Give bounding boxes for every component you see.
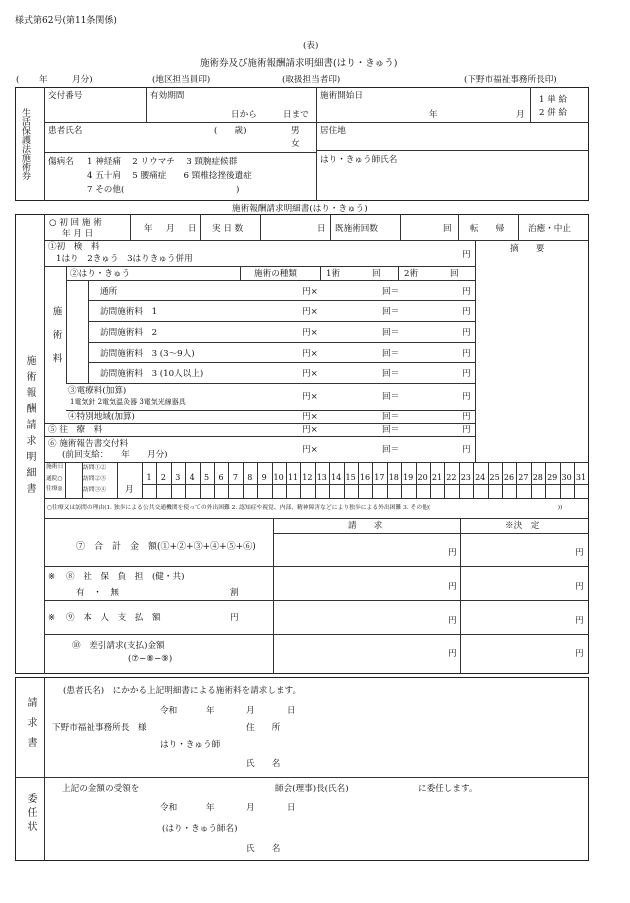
electro-fee-options: 1電気針 2電気温灸器 3電気光線器具 bbox=[70, 398, 186, 406]
validity-label: 有効期間 bbox=[150, 91, 185, 101]
social-insurance-mark: ※ bbox=[48, 572, 56, 582]
calendar-day-1: 1 bbox=[146, 473, 152, 482]
calendar-divider bbox=[473, 462, 474, 498]
request-practitioner: はり・きゅう師 bbox=[160, 740, 221, 750]
period-year: 年 bbox=[39, 75, 48, 85]
calendar-divider bbox=[171, 462, 172, 498]
self-pay-label: ⑨ 本 人 支 払 額 bbox=[66, 613, 161, 623]
detail-section-title: 施術報酬請求明細書(はり・きゅう) bbox=[232, 204, 368, 214]
visit-row-0-label: 通所 bbox=[100, 287, 118, 297]
calendar-day-27: 27 bbox=[518, 473, 529, 482]
calendar-divider bbox=[574, 462, 575, 498]
delegation-day: 日 bbox=[287, 803, 296, 813]
delegation-era: 令和 bbox=[160, 803, 178, 813]
calendar-day-20: 20 bbox=[417, 473, 428, 482]
self-pay-mark: ※ bbox=[48, 613, 56, 623]
hari-kyu-label: ②はり・きゅう bbox=[70, 269, 131, 279]
visit-row-1-yen: 円 bbox=[462, 307, 471, 317]
visit-row-2-yen: 円 bbox=[462, 328, 471, 338]
calendar-divider bbox=[372, 462, 373, 498]
disease-label: 傷病名 bbox=[48, 157, 74, 167]
detail-side-label: 施術報酬請求明細書 bbox=[24, 355, 35, 499]
visit-row-4-yen: 円 bbox=[462, 369, 471, 379]
request-era: 令和 bbox=[160, 706, 178, 716]
first-visit-ymd: 年 月 日 bbox=[62, 229, 94, 239]
delegation-statement: 上記の金額の受領を bbox=[62, 784, 140, 794]
calendar-date-label: 施術日 bbox=[46, 464, 64, 470]
report-fee-yen: 円 bbox=[462, 445, 471, 455]
calendar-divider bbox=[444, 462, 445, 498]
treatment-type-label: 施術の種類 bbox=[254, 269, 297, 279]
social-insurance-yn: 有 ・ 無 bbox=[76, 588, 119, 598]
report-fee-prev: (前回支給： 年 月分) bbox=[62, 450, 168, 460]
first-visit-year: 年 bbox=[144, 224, 153, 234]
request-side-label: 請求書 bbox=[25, 697, 36, 757]
calendar-day-4: 4 bbox=[189, 473, 195, 482]
delegation-year: 年 bbox=[206, 803, 215, 813]
calendar-visit-23: 訪問②③ bbox=[83, 476, 107, 482]
calendar-divider bbox=[387, 462, 388, 498]
social-insurance-label: ⑧ 社 保 負 担 (健・共) bbox=[66, 572, 185, 582]
calendar-day-5: 5 bbox=[204, 473, 210, 482]
calendar-day-31: 31 bbox=[575, 473, 587, 482]
calendar-legend-housecall: 往療◎ bbox=[46, 486, 63, 492]
total-amount-label: ⑦ 合 計 金 額(①+②+③+④+⑤+⑥) bbox=[76, 542, 256, 552]
calendar-divider bbox=[200, 462, 201, 498]
delegation-side-label: 委任状 bbox=[25, 793, 36, 835]
house-call-yen: 円 bbox=[462, 425, 471, 435]
calendar-divider bbox=[329, 462, 330, 498]
first-visit-label: ○ 初 回 施 術 bbox=[49, 218, 102, 228]
visit-row-2-count: 回＝ bbox=[382, 328, 400, 338]
visit-row-3-rate: 円× bbox=[302, 349, 318, 359]
request-statement: (患者氏名) にかかる上記明細書による施術料を請求します。 bbox=[63, 686, 302, 696]
request-address-label: 住 所 bbox=[246, 723, 281, 733]
calendar-day-10: 10 bbox=[273, 473, 284, 482]
calendar-visit-12: 訪問①② bbox=[83, 465, 107, 471]
net-decision-yen: 円 bbox=[575, 649, 584, 659]
calendar-visit-34: 訪問③④ bbox=[83, 487, 107, 493]
special-area-count: 回＝ bbox=[382, 412, 400, 422]
claim-header: 請 求 bbox=[348, 521, 383, 531]
report-fee-rate: 円× bbox=[302, 445, 318, 455]
self-pay-decision-yen: 円 bbox=[575, 616, 584, 626]
calendar-day-24: 24 bbox=[475, 473, 486, 482]
visit-row-0-yen: 円 bbox=[462, 287, 471, 297]
net-claim-yen: 円 bbox=[448, 649, 457, 659]
disease-options-2: 4 五十肩 5 腰痛症 6 頸椎捻挫後遺症 bbox=[87, 171, 252, 181]
calendar-day-3: 3 bbox=[175, 473, 181, 482]
office-head-seal: (下野市福祉事務所長印) bbox=[464, 75, 557, 85]
net-claim-formula: (⑦−⑧−⑨) bbox=[128, 654, 173, 664]
house-call-rate: 円× bbox=[302, 425, 318, 435]
days-unit: 日 bbox=[317, 224, 326, 234]
request-year: 年 bbox=[206, 706, 215, 716]
calendar-day-19: 19 bbox=[403, 473, 414, 482]
visit-row-0-rate: 円× bbox=[302, 287, 318, 297]
visit-row-3-label: 訪問施術料 3 (3〜9人) bbox=[100, 349, 195, 359]
calendar-divider bbox=[531, 462, 532, 498]
social-claim-yen: 円 bbox=[448, 582, 457, 592]
voucher-box bbox=[15, 87, 589, 201]
special-area-rate: 円× bbox=[302, 412, 318, 422]
outcome-label: 転 帰 bbox=[470, 224, 505, 234]
patient-name-label: 患者氏名 bbox=[48, 126, 83, 136]
calendar-day-15: 15 bbox=[345, 473, 356, 482]
single-benefit: 1 単 給 bbox=[539, 95, 568, 105]
visit-row-4-label: 訪問施術料 3 (10人以上) bbox=[100, 369, 204, 379]
period-month: 月分) bbox=[72, 75, 93, 85]
calendar-day-14: 14 bbox=[331, 473, 342, 482]
net-claim-label: ⑩ 差引請求(支払)金額 bbox=[72, 641, 165, 651]
calendar-divider bbox=[228, 462, 229, 498]
house-call-label: ⑤ 往 療 料 bbox=[48, 425, 103, 435]
report-fee-count: 回＝ bbox=[382, 445, 400, 455]
visit-row-1-rate: 円× bbox=[302, 307, 318, 317]
visit-row-1-label: 訪問施術料 1 bbox=[100, 307, 158, 317]
exam-fee-yen: 円 bbox=[462, 250, 471, 260]
request-day: 日 bbox=[287, 706, 296, 716]
first-visit-month: 月 bbox=[166, 224, 175, 234]
calendar-day-25: 25 bbox=[489, 473, 500, 482]
calendar-divider bbox=[488, 462, 489, 498]
calendar-legend-outpatient: 通院○ bbox=[46, 476, 63, 482]
actual-days-label: 実 日 数 bbox=[212, 224, 244, 234]
delegation-month: 月 bbox=[246, 803, 255, 813]
calendar-divider bbox=[401, 462, 402, 498]
calendar-divider bbox=[300, 462, 301, 498]
practitioner-name-label: はり・きゅう師氏名 bbox=[320, 155, 398, 165]
district-officer-seal: (地区担当員印) bbox=[152, 75, 211, 85]
count-unit: 回 bbox=[443, 224, 452, 234]
start-month: 月 bbox=[516, 110, 525, 120]
delegation-name-label: 氏 名 bbox=[246, 844, 281, 854]
prior-count-label: 既施術回数 bbox=[335, 224, 378, 234]
visit-row-3-count: 回＝ bbox=[382, 349, 400, 359]
calendar-day-16: 16 bbox=[359, 473, 371, 482]
visit-row-3-yen: 円 bbox=[462, 349, 471, 359]
calendar-day-9: 9 bbox=[261, 473, 267, 482]
calendar-day-7: 7 bbox=[232, 473, 238, 482]
period-open: ( bbox=[16, 75, 20, 85]
visit-row-4-rate: 円× bbox=[302, 369, 318, 379]
calendar-day-11: 11 bbox=[287, 473, 299, 482]
request-month: 月 bbox=[246, 706, 255, 716]
calendar-day-2: 2 bbox=[160, 473, 166, 482]
treatment-fee-side-label: 施術料 bbox=[50, 306, 62, 377]
voucher-side-label: 生活保護法施術券 bbox=[20, 108, 30, 180]
calendar-month: 月 bbox=[125, 485, 134, 495]
one-treatment-count: 回 bbox=[372, 269, 381, 279]
sex-male: 男 bbox=[291, 126, 300, 136]
calendar-divider bbox=[286, 462, 287, 498]
remarks-label: 摘 要 bbox=[510, 244, 545, 254]
face-label: (表) bbox=[303, 41, 319, 51]
calendar-divider bbox=[344, 462, 345, 498]
address-label: 居住地 bbox=[320, 126, 346, 136]
calendar-divider bbox=[516, 462, 517, 498]
cured-stop: 治癒・中止 bbox=[528, 224, 571, 234]
visit-row-0-count: 回＝ bbox=[382, 287, 400, 297]
calendar-day-18: 18 bbox=[388, 473, 399, 482]
form-number: 様式第62号(第11条関係) bbox=[15, 16, 117, 26]
calendar-divider bbox=[358, 462, 359, 498]
request-addressee: 下野市福祉事務所長 様 bbox=[52, 723, 147, 733]
calendar-day-29: 29 bbox=[547, 473, 558, 482]
calendar-day-13: 13 bbox=[316, 473, 327, 482]
visit-row-2-rate: 円× bbox=[302, 328, 318, 338]
start-date-label: 施術開始日 bbox=[320, 91, 363, 101]
two-treatment: 2術 bbox=[404, 269, 419, 279]
social-decision-yen: 円 bbox=[575, 582, 584, 592]
special-area-yen: 円 bbox=[462, 412, 471, 422]
special-area-label: ④特別地域(加算) bbox=[68, 412, 135, 422]
calendar-divider bbox=[272, 462, 273, 498]
calendar-divider bbox=[214, 462, 215, 498]
calendar-day-26: 26 bbox=[503, 473, 515, 482]
calendar-divider bbox=[502, 462, 503, 498]
total-decision-yen: 円 bbox=[575, 548, 584, 558]
visit-row-1-count: 回＝ bbox=[382, 307, 400, 317]
calendar-day-17: 17 bbox=[374, 473, 385, 482]
age-field: ( 歳) bbox=[214, 126, 247, 136]
calendar-divider bbox=[560, 462, 561, 498]
validity-to: 日まで bbox=[283, 110, 309, 120]
calendar-day-12: 12 bbox=[302, 473, 313, 482]
request-box bbox=[15, 677, 589, 861]
house-call-count: 回＝ bbox=[382, 425, 400, 435]
calendar-divider bbox=[257, 462, 258, 498]
combined-benefit: 2 併 給 bbox=[539, 108, 568, 118]
exam-fee-options: 1はり 2きゅう 3はりきゅう併用 bbox=[56, 254, 193, 264]
calendar-day-30: 30 bbox=[561, 473, 572, 482]
self-pay-yen-label: 円 bbox=[230, 613, 239, 623]
exam-fee-label: ①初 検 料 bbox=[48, 242, 100, 252]
first-visit-day: 日 bbox=[188, 224, 197, 234]
electro-count: 回＝ bbox=[382, 392, 400, 402]
calendar-divider bbox=[243, 462, 244, 498]
report-fee-label: ⑥ 施術報告書交付料 bbox=[48, 439, 129, 449]
delegation-delegate: に委任します。 bbox=[418, 784, 478, 794]
delegation-assoc-head: 師会(理事)長(氏名) bbox=[275, 784, 349, 794]
decision-header: ※決 定 bbox=[505, 521, 540, 531]
calendar-day-6: 6 bbox=[218, 473, 224, 482]
visit-row-2-label: 訪問施術料 2 bbox=[100, 328, 158, 338]
electro-rate: 円× bbox=[302, 392, 318, 402]
calendar-divider bbox=[416, 462, 417, 498]
calendar-divider bbox=[315, 462, 316, 498]
two-treatment-count: 回 bbox=[450, 269, 459, 279]
calendar-day-21: 21 bbox=[431, 473, 443, 482]
calendar-day-8: 8 bbox=[247, 473, 253, 482]
calendar-day-28: 28 bbox=[532, 473, 543, 482]
start-year: 年 bbox=[429, 110, 438, 120]
calendar-divider bbox=[459, 462, 460, 498]
electro-yen: 円 bbox=[462, 392, 471, 402]
self-pay-claim-yen: 円 bbox=[448, 616, 457, 626]
request-name-label: 氏 名 bbox=[246, 759, 281, 769]
delegation-practitioner-name: (はり・きゅう師名) bbox=[162, 824, 238, 834]
visit-row-4-count: 回＝ bbox=[382, 369, 400, 379]
electro-fee-label: ③電療料(加算) bbox=[68, 386, 127, 396]
one-treatment: 1術 bbox=[326, 269, 341, 279]
disease-options-1: 1 神経痛 2 リウマチ 3 頸腕症候群 bbox=[87, 157, 238, 167]
sex-female: 女 bbox=[291, 139, 300, 149]
form-title: 施術券及び施術報酬請求明細書(はり・きゅう) bbox=[200, 58, 398, 69]
calendar-day-23: 23 bbox=[460, 473, 471, 482]
social-insurance-rate: 割 bbox=[230, 588, 239, 598]
calendar-divider bbox=[185, 462, 186, 498]
validity-from: 日から bbox=[231, 110, 257, 120]
disease-options-3: 7 その他( ) bbox=[87, 185, 240, 195]
visit-reason-note: ○往療又は訪問の理由(1. 独歩による公共交通機関を使っての外出困難 2. 認知症や視覚、内部、精神障害などにより独歩による外出困難 3. その他( )) bbox=[47, 505, 563, 511]
total-claim-yen: 円 bbox=[448, 548, 457, 558]
calendar-divider bbox=[430, 462, 431, 498]
issue-no-label: 交付番号 bbox=[48, 91, 83, 101]
calendar-divider bbox=[156, 462, 157, 498]
calendar-day-22: 22 bbox=[446, 473, 457, 482]
calendar-divider bbox=[545, 462, 546, 498]
handler-seal: (取扱担当者印) bbox=[282, 75, 341, 85]
